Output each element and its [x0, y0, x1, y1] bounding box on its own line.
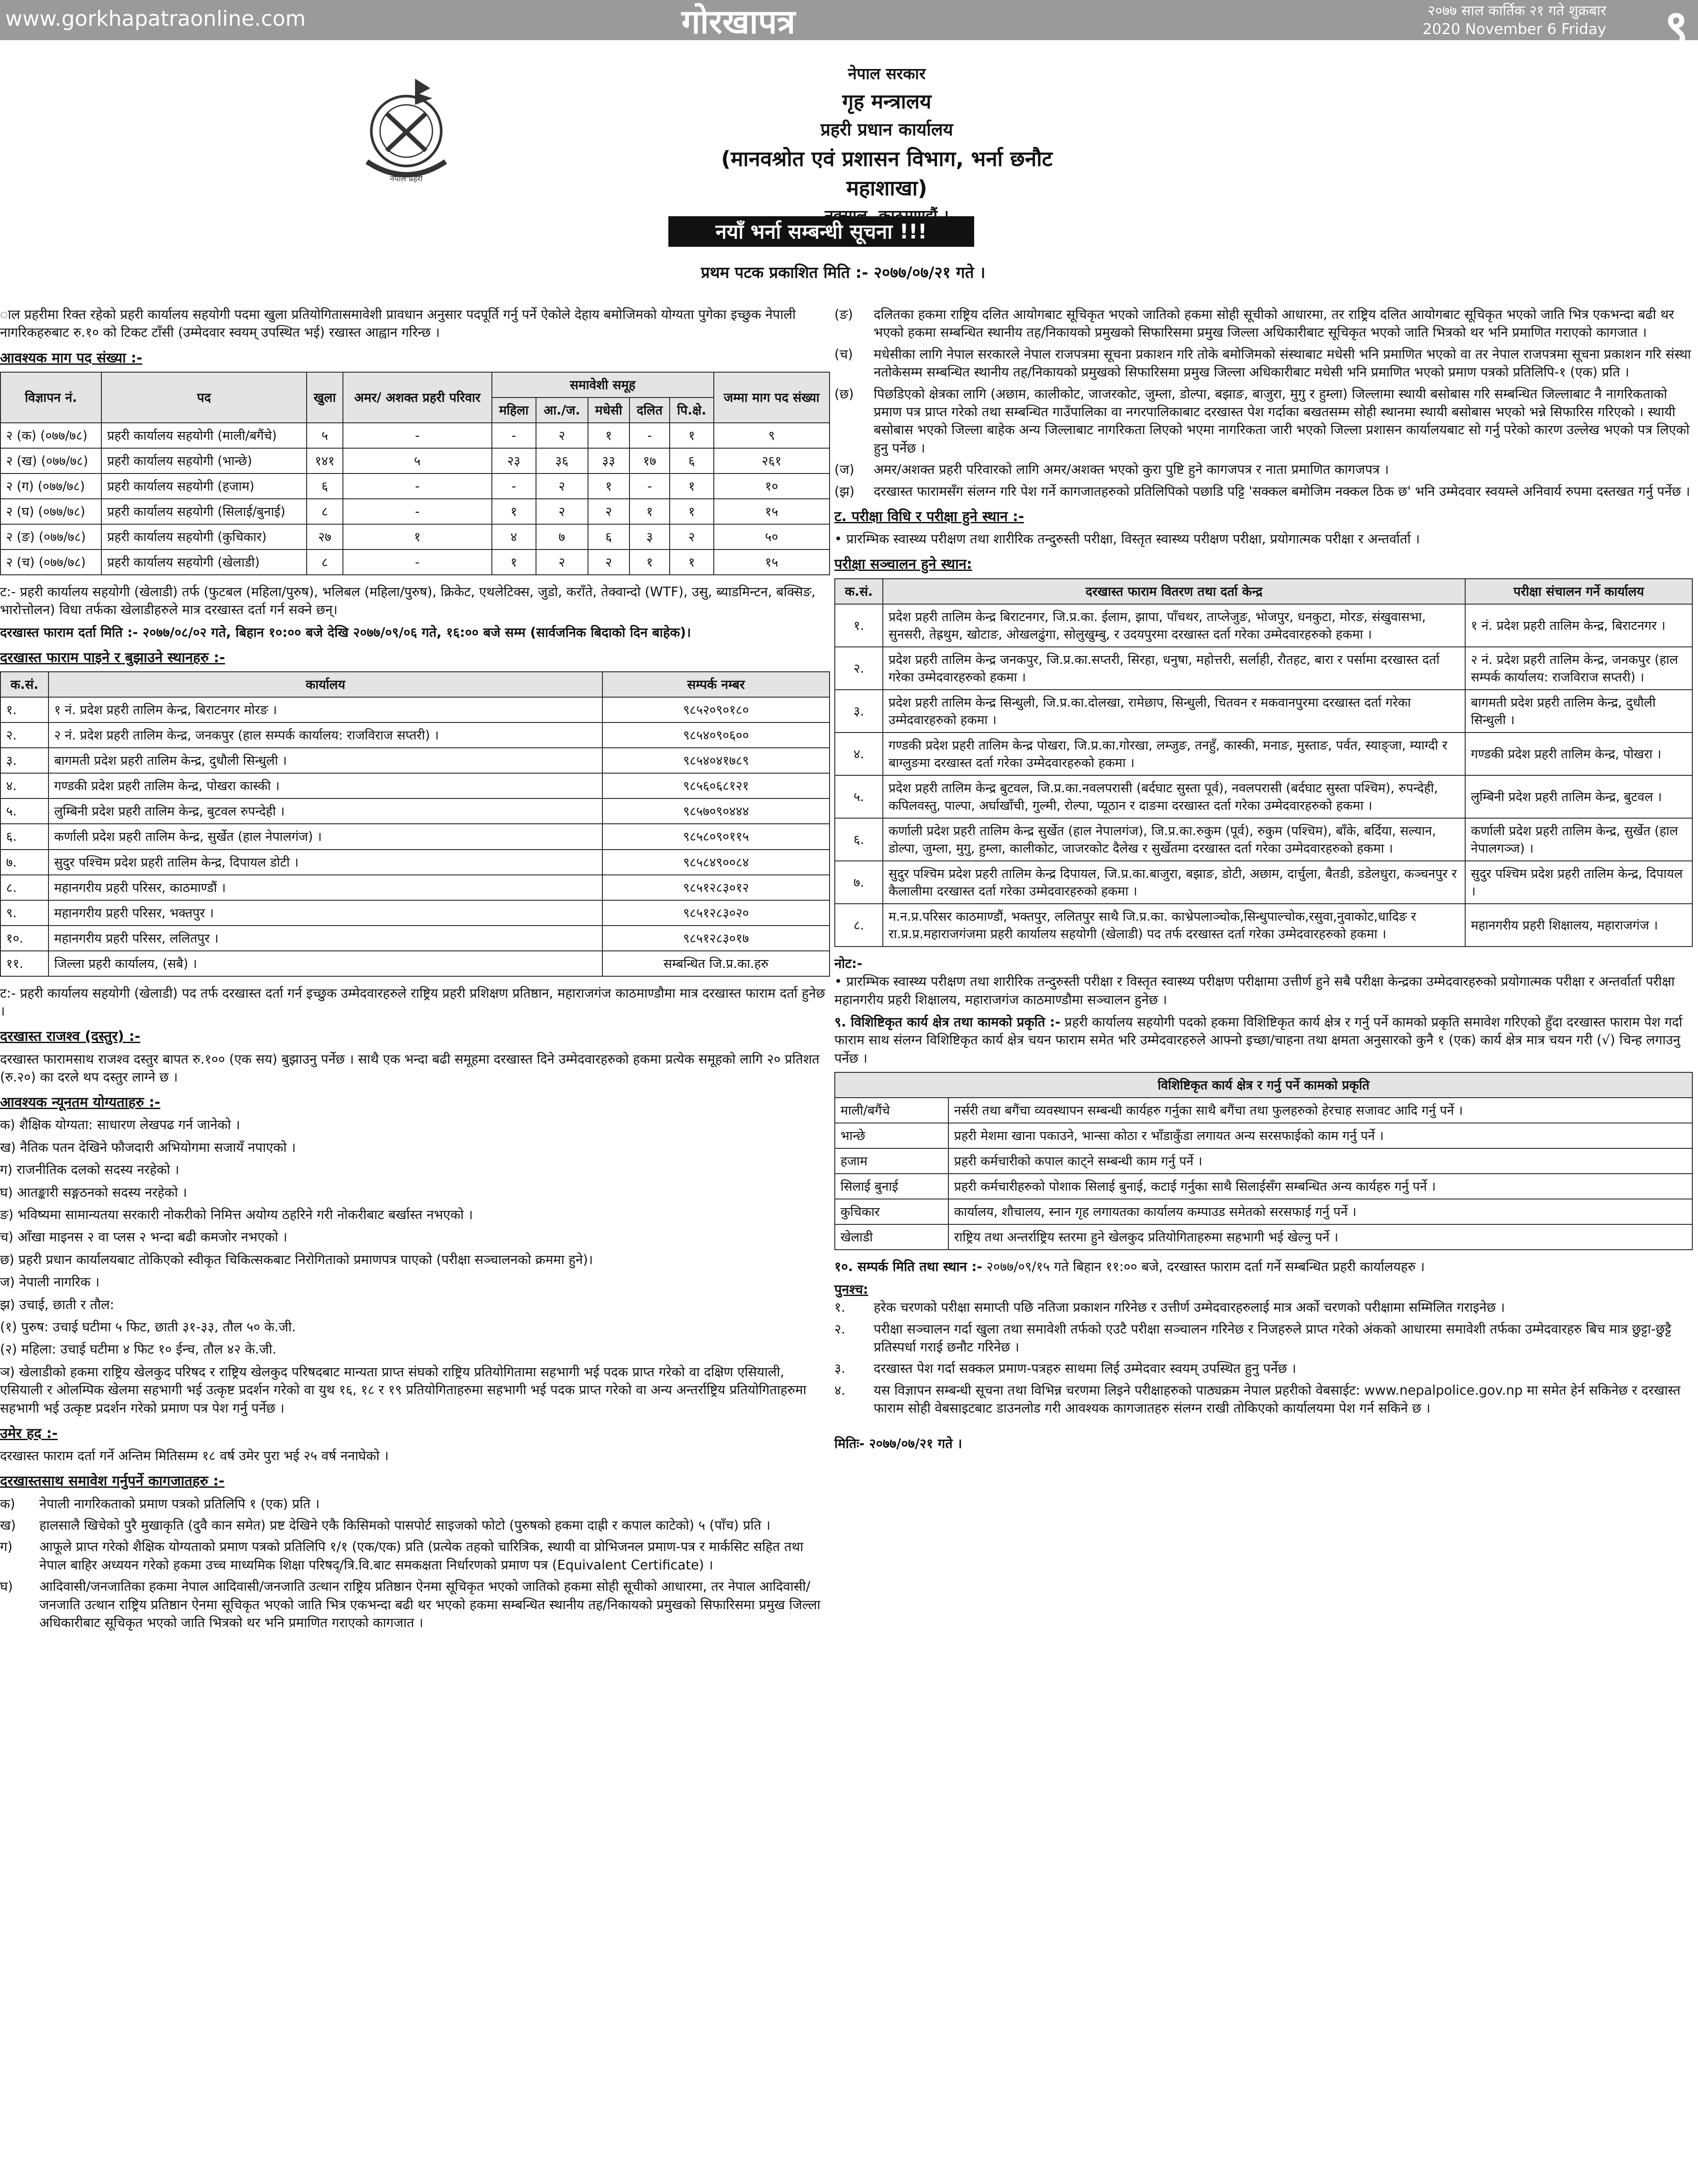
duty-description: नर्सरी तथा बगैंचा व्यवस्थापन सम्बन्धी कार्यहरु गर्नुका साथै बगैंचा तथा फुलहरुको हेरचाह सजावट आदि गर्नु पर्ने । — [948, 1098, 1692, 1123]
table-row — [835, 647, 1692, 690]
table-cell: लुम्बिनी प्रदेश प्रहरी तालिम केन्द्र, बुटवल रुपन्देही । — [48, 798, 602, 824]
table-cell: महानगरीय प्रहरी परिसर, भक्तपुर । — [48, 900, 602, 926]
section-heading-exam-method: ट. परीक्षा विधि र परीक्षा हुने स्थान :- — [834, 508, 1024, 525]
document-item — [0, 1578, 830, 1632]
office-name: प्रहरी प्रधान कार्यालय — [820, 120, 953, 140]
table-row — [0, 423, 830, 448]
table-cell: ५ — [307, 423, 343, 448]
table-cell: २ (च) (०७७/७८) — [0, 549, 101, 575]
newspaper-title: गोरखापत्र — [681, 2, 795, 41]
document-item — [0, 1538, 830, 1574]
col-backward-region: पि.क्षे. — [670, 397, 713, 423]
qualification-item: ग) राजनीतिक दलको सदस्य नरहेको । — [0, 1162, 180, 1178]
table-cell: प्रहरी कार्यालय सहयोगी (भान्छे) — [101, 448, 307, 473]
sports-note: ट:- प्रहरी कार्यालय सहयोगी (खेलाडी) तर्फ (फुटबल (महिला/पुरुष), भलिबल (महिला/पुरुष), क्रिकेट, एथलेटिक्स, जुडो, कराँते, तेक्वान्दो (WTF), उसु, ब्याडमिन्टन, बक्सिङ, भारोत्तोलन) विधा तर्फका खेलाडीहरुले मात्र दरखास्त दर्ता गर्न सक्ने छन्। — [0, 584, 816, 618]
table-cell: बागमती प्रदेश प्रहरी तालिम केन्द्र, दुधौली सिन्धुली । — [1465, 690, 1692, 733]
table-cell: म.न.प्र.परिसर काठमाण्डौं, भक्तपुर, ललितपुर साथै जि.प्र.का. काभ्रेपलाञ्चोक,सिन्धुपाल्चोक,रसुवा,नुवाकोट,धादिङ र रा.प्र.प्र.महाराजगंजमा प्रहरी कार्यालय सहयोगी (खेलाडी) पद तर्फ दरखास्त दर्ता गरेका उम्मेदवारहरुको हकमा । — [883, 904, 1465, 947]
ministry-name: गृह मन्त्रालय — [842, 89, 931, 113]
section-heading-contact: १०. सम्पर्क मिति तथा स्थान :- — [834, 1259, 982, 1275]
table-cell: १ — [588, 473, 630, 499]
table-row — [0, 900, 830, 926]
item-marker: (ज) — [834, 462, 854, 478]
table-cell: २ (ग) (०७७/७८) — [0, 473, 101, 499]
item-text: अमर/अशक्त प्रहरी परिवारको लागि अमर/अशक्त भएको कुरा पुष्टि हुने कागजपत्र र नाता प्रमाणित कागजपत्र । — [874, 462, 1389, 478]
table-cell: ४ — [492, 524, 536, 549]
table-cell: २ नं. प्रदेश प्रहरी तालिम केन्द्र, जनकपुर (हाल सम्पर्क कार्यालय: राजविराज सप्तरी) । — [48, 722, 602, 748]
document-item — [834, 1320, 1693, 1357]
item-text: मधेसीका लागि नेपाल सरकारले नेपाल राजपत्रमा सूचना प्रकाशन गरि तोके बमोजिमको संस्थाबाट मधेसी भनि प्रमाणित भएको वा तर नेपाल राजपत्रमा सूचना प्रकाशन गरि संस्था नतोकेसम्म सम्बन्धित स्थानीय तह/निकायको प्रमुखको सिफारिसमा प्रमुख जिल्ला अधिकारीबाट मधेसी भनि प्रमाणित भएको प्रमाण पत्रको प्रतिलिपि-१ (एक) प्रति । — [874, 346, 1691, 380]
table-cell: बागमती प्रदेश प्रहरी तालिम केन्द्र, दुधौली सिन्धुली । — [48, 748, 602, 773]
qualification-item: (१) पुरुष: उचाई घटीमा ५ फिट, छाती ३१-३३, तौल ५० के.जी. — [0, 1319, 296, 1335]
table-cell: प्रदेश प्रहरी तालिम केन्द्र बिराटनगर, जि.प्र.का. ईलाम, झापा, पाँचथर, ताप्लेजुङ, भोजपुर, धनकुटा, मोरङ, संखुवासभा, सुनसरी, तेह्रथुम, खोटाङ, ओखलढुंगा, सोलुखुम्बु, र उदयपुरमा दरखास्त दर्ता गरेका उम्मेदवारहरुको हकमा । — [883, 604, 1465, 647]
table-cell: २ (घ) (०७७/७८) — [0, 499, 101, 524]
contacts-table — [0, 671, 830, 976]
table-cell: १ — [629, 549, 670, 575]
item-text: आदिवासी/जनजातिका हकमा नेपाल आदिवासी/जनजाति उत्थान राष्ट्रिय प्रतिष्ठान ऐनमा सूचिकृत भएको जातिको हकमा सोही सूचीको आधारमा, तर नेपाल आदिवासी/जनजाति उत्थान राष्ट्रिय प्रतिष्ठान ऐनमा सूचिकृत भएको जाति भित्र एकभन्दा बढी थर भएको हकमा सम्बन्धित स्थानीय तह/निकायको प्रमुखको सिफारिसमा प्रमुख जिल्ला अधिकारीबाट सूचिकृत भएको जाति भित्रको थर भनि प्रमाणित गराएको कागजात । — [39, 1579, 821, 1631]
table-cell: ९. — [0, 900, 48, 926]
table-cell: २ — [536, 499, 588, 524]
table-cell: ९८५६०६८१२१ — [602, 773, 830, 798]
col-open: खुला — [307, 372, 343, 423]
item-marker: (छ) — [834, 386, 854, 402]
office-header — [699, 63, 1075, 229]
table-cell: जिल्ला प्रहरी कार्यालय, (सबै) । — [48, 951, 602, 976]
qualification-item: झ) उचाई, छाती र तौल: — [0, 1297, 114, 1313]
table-cell: ७ — [536, 524, 588, 549]
duties-table-header: विशिष्टिकृत कार्य क्षेत्र र गर्नु पर्ने कामको प्रकृति — [835, 1072, 1692, 1098]
table-cell: सुदुर पश्चिम प्रदेश प्रहरी तालिम केन्द्र, दिपायल । — [1465, 861, 1692, 904]
col-women: महिला — [492, 397, 536, 423]
table-cell: ३. — [0, 748, 48, 773]
page-number: ९ — [1664, 0, 1688, 53]
item-marker: २. — [834, 1321, 846, 1337]
table-cell: - — [492, 473, 536, 499]
table-row — [835, 1224, 1692, 1250]
issue-date: मितिः- २०७७/०७/२१ गते । — [834, 1436, 962, 1452]
table-cell: २७ — [307, 524, 343, 549]
col-advert-no: विज्ञापन नं. — [0, 372, 101, 423]
table-cell: कर्णाली प्रदेश प्रहरी तालिम केन्द्र, सुर्खेत (हाल नेपालगंज) । — [48, 824, 602, 849]
table-cell: १५ — [714, 499, 830, 524]
duty-name: खेलाडी — [835, 1224, 948, 1250]
qualification-item: (२) महिला: उचाई घटीमा ४ फिट १० ईन्च, तौल ४२ के.जी. — [0, 1342, 277, 1358]
table-cell: - — [629, 423, 670, 448]
table-cell: - — [343, 499, 492, 524]
table-cell: १. — [835, 604, 883, 647]
section-heading-offices: दरखास्त फाराम पाइने र बुझाउने स्थानहरु :- — [0, 649, 225, 666]
table-cell: ९८५८४९००८४ — [602, 850, 830, 875]
table-cell: प्रदेश प्रहरी तालिम केन्द्र जनकपुर, जि.प्र.का.सप्तरी, सिरहा, धनुषा, महोत्तरी, सर्लाही, रौतहट, बारा र पर्सामा दरखास्त दर्ता गरेका उम्मेदवारहरुको हकमा । — [883, 647, 1465, 690]
table-cell: ६. — [0, 824, 48, 849]
item-text: दलितका हकमा राष्ट्रिय दलित आयोगबाट सूचिकृत भएको जातिको हकमा सोही सूचीको आधारमा, तर राष्ट्रिय दलित आयोगबाट सूचिकृत भएको जाति भित्र एकभन्दा बढी थर भएको हकमा सम्बन्धित स्थानीय तह/निकायको प्रमुखको सिफारिसमा प्रमुख जिल्ला अधिकारीबाट सूचिकृत भएको जाति भित्रको थर भनि प्रमाणित गराएको कागजात । — [874, 307, 1674, 341]
table-row — [0, 850, 830, 875]
newspaper-masthead — [0, 0, 1698, 53]
section-heading-exam-venue: परीक्षा सञ्चालन हुने स्थान: — [834, 556, 972, 573]
table-cell: ५. — [835, 775, 883, 818]
qualification-item: क) शैक्षिक योग्यता: साधारण लेखपढ गर्न जानेको । — [0, 1117, 240, 1133]
item-text: दरखास्त पेश गर्दा सक्कल प्रमाण-पत्रहरु साथमा लिई उम्मेदवार स्वयम् उपस्थित हुनु पर्नेछ । — [874, 1361, 1297, 1377]
document-item — [834, 1360, 1693, 1378]
qualification-item: ङ) भविष्यमा सामान्यतया सरकारी नोकरीको निमित्त अयोग्य ठहरिने गरी नोकरीबाट बर्खास्त नभएको । — [0, 1207, 473, 1223]
table-row — [0, 499, 830, 524]
table-row — [835, 1123, 1692, 1148]
table-row — [0, 798, 830, 824]
table-row — [0, 926, 830, 951]
table-cell: ९८५२०९०१८० — [602, 697, 830, 722]
item-marker: (ङ) — [834, 307, 853, 322]
table-cell: प्रहरी कार्यालय सहयोगी (खेलाडी) — [101, 549, 307, 575]
table-cell: १ नं. प्रदेश प्रहरी तालिम केन्द्र, बिराटनगर । — [1465, 604, 1692, 647]
qualification-item: ख) नैतिक पतन देखिने फौजदारी अभियोगमा सजायँ नपाएको । — [0, 1140, 296, 1155]
document-item — [0, 1517, 830, 1534]
table-row — [835, 1148, 1692, 1174]
table-cell: ९८५४०४१७८९ — [602, 748, 830, 773]
table-row — [0, 773, 830, 798]
table-row — [0, 748, 830, 773]
document-item — [834, 385, 1693, 458]
table-cell: १ — [629, 499, 670, 524]
table-cell: गण्डकी प्रदेश प्रहरी तालिम केन्द्र, पोखरा । — [1465, 733, 1692, 775]
section-heading-duties: ९. विशिष्टिकृत कार्य क्षेत्र तथा कामको प्रकृति :- — [834, 1015, 1061, 1030]
footnotes-list — [834, 1299, 1693, 1417]
fee-paragraph: दरखास्त फारामसाथ राजश्व दस्तुर बापत रु.१०० (एक सय) बुझाउनु पर्नेछ । साथै एक भन्दा बढी समूहमा दरखास्त दिने उम्मेदवारहरुको हकमा प्रत्येक समूहको लागि २० प्रतिशत (रु.२०) का दरले थप दस्तुर लाग्ने छ । — [0, 1051, 820, 1085]
item-text: यस विज्ञापन सम्बन्धी सूचना तथा विभिन्न चरणमा लिइने परीक्षाहरुको पाठ्यक्रम नेपाल प्रहरीको वेबसाईट: www.nepalpolice.gov.np मा समेत हेर्न सकिनेछ र दरखास्त फाराम सोही वेबसाइटबाट डाउनलोड गरी आवश्यक कागजातहरु संलग्न राखी तोकिएको कार्यालयमा पेश गर्न सकिने छ । — [874, 1382, 1681, 1417]
table-row — [835, 861, 1692, 904]
duty-description: प्रहरी कर्मचारीको कपाल काट्ने सम्बन्धी काम गर्नु पर्ने । — [948, 1148, 1692, 1174]
table-cell: १ नं. प्रदेश प्रहरी तालिम केन्द्र, बिराटनगर मोरङ । — [48, 697, 602, 722]
table-cell: - — [343, 549, 492, 575]
col-madhesi: मधेसी — [588, 397, 630, 423]
table-cell: ८. — [0, 875, 48, 900]
item-text: आफूले प्राप्त गरेको शैक्षिक योग्यताको प्रमाण पत्रको प्रतिलिपि १/१ (एक/एक) प्रति (प्रत्येक तहको चारित्रिक, स्थायी वा प्रोभिजनल प्रमाण-पत्र र मार्कसिट सहित तथा नेपाल बाहिर अध्ययन गरेको हकमा उच्च माध्यमिक शिक्षा परिषद्/त्रि.वि.बाट समकक्षता निर्धारणको प्रमाण पत्र (Equivalent Certificate) । — [39, 1539, 804, 1573]
item-marker: (च) — [834, 346, 853, 362]
left-column — [0, 306, 830, 1635]
section-heading-age: उमेर हद :- — [0, 1424, 58, 1441]
footnote-label: पुनश्च: — [834, 1282, 868, 1297]
table-cell: २३ — [492, 448, 536, 473]
qualification-item: ञ) खेलाडीको हकमा राष्ट्रिय खेलकुद परिषद र राष्ट्रिय खेलकुद परिषदबाट मान्यता प्राप्त संघको राष्ट्रिय प्रतियोगितामा सहभागी भई पदक प्राप्त गरेको वा दक्षिण एसियाली, एसियाली र ओलम्पिक खेलमा सहभागी भई उत्कृष्ट प्रदर्शन गरेको वा युथ १६, १८ र १९ प्रतियोगिताहरुमा सहभागी भई पदक प्राप्त गरेको वा अन्य अन्तर्राष्ट्रिय प्रतियोगिताहरुमा सहभागी भई उत्कृष्ट प्रदर्शन गरेको प्रमाण पत्र पेश गर्नु पर्नेछ । — [0, 1364, 806, 1416]
table-cell: गण्डकी प्रदेश प्रहरी तालिम केन्द्र, पोखरा कास्की । — [48, 773, 602, 798]
table-cell: ८. — [835, 904, 883, 947]
table-cell: ३३ — [588, 448, 630, 473]
table-row — [835, 775, 1692, 818]
table-cell: महानगरीय प्रहरी परिसर, ललितपुर । — [48, 926, 602, 951]
table-row — [835, 733, 1692, 775]
table-cell: - — [492, 423, 536, 448]
table-row — [0, 722, 830, 748]
table-cell: ५. — [0, 798, 48, 824]
qualification-item: घ) आतङ्कारी सङ्गठनको सदस्य नरहेको । — [0, 1185, 187, 1200]
document-item — [834, 461, 1693, 479]
duty-name: सिलाई बुनाई — [835, 1174, 948, 1199]
table-cell: ९८५१२८३०१७ — [602, 926, 830, 951]
section-heading-posts: आवश्यक माग पद संख्या :- — [0, 349, 142, 366]
table-cell: सुदुर पश्चिम प्रदेश प्रहरी तालिम केन्द्र, दिपायल डोटी । — [48, 850, 602, 875]
nepal-police-emblem-icon — [349, 74, 463, 192]
table-cell: ६ — [588, 524, 630, 549]
table-cell: ७. — [835, 861, 883, 904]
table-cell: ६ — [670, 448, 713, 473]
table-cell: ५० — [714, 524, 830, 549]
documents-list — [0, 1495, 830, 1632]
table-cell: १. — [0, 697, 48, 722]
posts-table — [0, 372, 830, 575]
table-cell: ९८५८०९०११५ — [602, 824, 830, 849]
duty-name: भान्छे — [835, 1123, 948, 1148]
notice-title: नयाँ भर्ना सम्बन्धी सूचना !!! — [668, 216, 974, 247]
table-row — [835, 904, 1692, 947]
item-text: पिछडिएको क्षेत्रका लागि (अछाम, कालीकोट, जाजरकोट, जुम्ला, डोल्पा, बझाङ, बाजुरा, मुगु र हुम्ला) जिल्लामा स्थायी बसोबास गरि सम्बन्धित जिल्लाबाट नै नागरिकताको प्रमाण पत्र प्राप्त गरेको तथा सम्बन्धित गाउँपालिका वा नगरपालिकाबाट दरखास्त पेश गर्दाका बखतसम्म सोही स्थानमा स्थायी बसोबास भएको भन्ने सिफारिस गरिएको । स्थायी बसोबास भएको जिल्ला बाहेक अन्य जिल्लाबाट नागरिकता लिएको भएमा नागरिकता जारी भएको जिल्ला प्रशासन कार्यालयबाट सो गर्नु परेको कारण उल्लेख भएको पत्र लिएको हुनु पर्नेछ । — [874, 386, 1690, 456]
item-text: परीक्षा सञ्चालन गर्दा खुला तथा समावेशी तर्फको एउटै परीक्षा सञ्चालन गरिनेछ र निजहरुले प्राप्त गरेको अंकको आधारमा समावेशी तर्फका उम्मेदवारहरु बिच मात्र छुट्टा-छुट्टै प्रतिस्पर्धा गराई छनौट गरिनेछ । — [874, 1321, 1671, 1355]
table-cell: - — [629, 473, 670, 499]
item-marker: ख) — [0, 1518, 16, 1534]
table-row — [0, 824, 830, 849]
table-row — [835, 690, 1692, 733]
section-heading-documents: दरखास्तसाथ समावेश गर्नुपर्ने कागजातहरु :- — [0, 1472, 225, 1489]
table-cell: ८ — [307, 499, 343, 524]
document-item — [834, 1299, 1693, 1317]
table-cell: प्रदेश प्रहरी तालिम केन्द्र बुटवल, जि.प्र.का.नवलपरासी (बर्दघाट सुस्ता पूर्व), नवलपरासी (बर्दघाट सुस्ता पश्चिम), रुपन्देही, कपिलवस्तु, पाल्पा, अर्घाखाँची, गुल्मी, रोल्पा, प्यूठान र दाङमा दरखास्त दर्ता गरेका उम्मेदवारहरुको हकमा । — [883, 775, 1465, 818]
table-cell: ९८५४०९०६०० — [602, 722, 830, 748]
govt-name: नेपाल सरकार — [848, 65, 926, 83]
table-cell: १ — [670, 549, 713, 575]
date-english: 2020 November 6 Friday — [1422, 21, 1606, 38]
col-total: जम्मा माग पद संख्या — [714, 372, 830, 423]
table-cell: कर्णाली प्रदेश प्रहरी तालिम केन्द्र, सुर्खेत (हाल नेपालगञ्ज) । — [1465, 818, 1692, 861]
table-cell: ६. — [835, 818, 883, 861]
table-cell: - — [343, 473, 492, 499]
table-cell: २ — [536, 473, 588, 499]
age-paragraph: दरखास्त फाराम दर्ता गर्ने अन्तिम मितिसम्म १८ वर्ष उमेर पुरा भई २५ वर्ष ननाघेको । — [0, 1448, 389, 1464]
duty-name: कुचिकार — [835, 1199, 948, 1224]
publish-date: प्रथम पटक प्रकाशित मिति :- २०७७/०७/२१ गते । — [701, 264, 986, 282]
table-cell: ९८५७०९०४४४ — [602, 798, 830, 824]
table-cell: सम्बन्धित जि.प्र.का.हरु — [602, 951, 830, 976]
table-row — [835, 1098, 1692, 1123]
table-cell: २ (क) (०७७/७८) — [0, 423, 101, 448]
contact-date-place: २०७७/०९/१५ गते बिहान ११:०० बजे, दरखास्त फाराम दर्ता गर्ने सम्बन्धित प्रहरी कार्यालयहरु । — [986, 1259, 1425, 1275]
col-martyr-family: अमर/ अशक्त प्रहरी परिवार — [343, 372, 492, 423]
table-cell: ७. — [0, 850, 48, 875]
table-row — [835, 1174, 1692, 1199]
col-dalit: दलित — [629, 397, 670, 423]
item-text: दरखास्त फारामसँग संलग्न गरि पेश गर्ने कागजातहरुको प्रतिलिपिको पछाडि पट्टि 'सक्कल बमोजिम नक्कल ठिक छ' भनि उम्मेदवार स्वयम्ले अनिवार्य रुपमा दस्तखत गर्नु पर्नेछ । — [874, 484, 1690, 499]
table-row — [0, 875, 830, 900]
table-cell: ६ — [307, 473, 343, 499]
table-row — [0, 524, 830, 549]
table-cell: २ — [536, 423, 588, 448]
table-cell: गण्डकी प्रदेश प्रहरी तालिम केन्द्र पोखरा, जि.प्र.का.गोरखा, लम्जुङ, तनहुँ, कास्की, मनाङ, मुस्ताङ, पर्वत, स्याङ्जा, म्याग्दी र बाग्लुङमा दरखास्त दर्ता गरेका उम्मेदवारहरुको हकमा । — [883, 733, 1465, 775]
table-cell: २ — [536, 549, 588, 575]
duty-description: प्रहरी कर्मचारीहरुको पोशाक सिलाई बुनाई, कटाई गर्नुका साथै सिलाईसँग सम्बन्धित अन्य कार्यहरु गर्नु पर्ने । — [948, 1174, 1692, 1199]
table-cell: महानगरीय प्रहरी शिक्षालय, महाराजगंज । — [1465, 904, 1692, 947]
table-row — [835, 1199, 1692, 1224]
section-heading-fee: दरखास्त राजश्व (दस्तुर) :- — [0, 1028, 141, 1045]
qualification-item: ज) नेपाली नागरिक । — [0, 1275, 100, 1290]
table-cell: १० — [714, 473, 830, 499]
table-cell: ३ — [629, 524, 670, 549]
item-marker: ग) — [0, 1539, 13, 1555]
table-cell: कर्णाली प्रदेश प्रहरी तालिम केन्द्र सुर्खेत (हाल नेपालगंज), जि.प्र.का.रुकुम (पूर्व), रुकुम (पश्चिम), बाँके, बर्दिया, सल्यान, डोल्पा, जुम्ला, मुगु, हुम्ला, कालीकोट, जाजरकोट दैलेख र सुर्खेतमा दरखास्त दर्ता गरेका उम्मेदवारहरुको हकमा । — [883, 818, 1465, 861]
table-cell: सुदुर पश्चिम प्रदेश प्रहरी तालिम केन्द्र दिपायल, जि.प्र.का.बाजुरा, बझाङ, डोटी, अछाम, दार्चुला, बैतडी, डडेलधुरा, कञ्चनपुर र कैलालीमा दरखास्त दर्ता गरेका उम्मेदवारहरुको हकमा । — [883, 861, 1465, 904]
table-cell: प्रहरी कार्यालय सहयोगी (सिलाई/बुनाई) — [101, 499, 307, 524]
department-name: (मानवश्रोत एवं प्रशासन विभाग, भर्ना छनौट महाशाखा) — [721, 147, 1053, 200]
table-cell: १०. — [0, 926, 48, 951]
section-heading-qualifications: आवश्यक न्यूनतम योग्यताहरु :- — [0, 1094, 160, 1111]
item-text: नेपाली नागरिकताको प्रमाण पत्रको प्रतिलिपि १ (एक) प्रति । — [39, 1496, 320, 1512]
table-cell: २ (ङ) (०७७/७८) — [0, 524, 101, 549]
table-cell: प्रदेश प्रहरी तालिम केन्द्र सिन्धुली, जि.प्र.का.दोलखा, रामेछाप, सिन्धुली, चितवन र मकवानपुरमा दरखास्त दर्ता गरेका उम्मेदवारहरुको हकमा । — [883, 690, 1465, 733]
table-cell: ११. — [0, 951, 48, 976]
table-row — [0, 697, 830, 722]
table-cell: २६१ — [714, 448, 830, 473]
duty-description: राष्ट्रिय तथा अन्तर्राष्ट्रिय स्तरमा हुने खेलकुद प्रतियोगिताहरुमा सहभागी भई खेल्नु पर्ने । — [948, 1224, 1692, 1250]
svg-text:नेपाल प्रहरी: नेपाल प्रहरी — [390, 174, 423, 183]
table-cell: २ — [588, 499, 630, 524]
col-sn: क.सं. — [0, 672, 48, 697]
table-row — [0, 951, 830, 976]
registration-date: दरखास्त फाराम दर्ता मिति :- २०७७/०८/०२ गते, बिहान १०:०० बजे देखि २०७७/०९/०६ गते, १६:०० बजे सम्म (सार्वजनिक बिदाको दिन बाहेक)। — [0, 625, 691, 640]
document-item — [834, 306, 1693, 342]
document-item — [0, 1495, 830, 1513]
col-registration-centre: दरखास्त फाराम वितरण तथा दर्ता केन्द्र — [883, 579, 1465, 604]
table-cell: १ — [670, 423, 713, 448]
table-row — [835, 818, 1692, 861]
duties-table — [834, 1072, 1693, 1250]
table-cell: लुम्बिनी प्रदेश प्रहरी तालिम केन्द्र, बुटवल । — [1465, 775, 1692, 818]
col-post: पद — [101, 372, 307, 423]
table-cell: ९८५१२८३०१२ — [602, 875, 830, 900]
table-cell: १ — [670, 473, 713, 499]
intro-paragraph: ाल प्रहरीमा रिक्त रहेको प्रहरी कार्यालय सहयोगी पदमा खुला प्रतियोगितासमावेशी प्रावधान अनुसार पदपूर्ति गर्नु पर्ने ऐकोले देहाय बमोजिमको योग्यता पुगेका इच्छुक नेपाली नागरिकहरुबाट रु.१० को टिकट टाँसी (उम्मेदवार स्वयम् उपस्थित भई) रखास्त आह्वान गरिन्छ । — [0, 307, 796, 341]
table-cell: १ — [588, 423, 630, 448]
item-marker: १. — [834, 1300, 846, 1316]
note-label: नोट:- — [834, 956, 862, 971]
col-exam-office: परीक्षा संचालन गर्ने कार्यालय — [1465, 579, 1692, 604]
duty-name: माली/बगैंचे — [835, 1098, 948, 1123]
table-cell: ९ — [714, 423, 830, 448]
table-cell: ९८५१२८३०२० — [602, 900, 830, 926]
document-item — [834, 483, 1693, 501]
table-cell: १७ — [629, 448, 670, 473]
table-cell: २ — [670, 524, 713, 549]
qualification-item: च) आँखा माइनस २ वा प्लस २ भन्दा बढी कमजोर नभएको । — [0, 1230, 287, 1245]
duties-intro: प्रहरी कार्यालय सहयोगी पदको हकमा विशिष्टिकृत कार्य क्षेत्र र गर्नु पर्ने कामको प्रकृति समावेश गरिएको हुँदा दरखास्त फाराम पेश गर्दा फाराम साथ संलग्न विशिष्टिकृत कार्य क्षेत्र चयन फाराम समेत भरि उम्मेदवारहरुले आफ्नो इच्छा/चाहना तथा क्षमता अनुसारको कुनै १ (एक) कार्य क्षेत्र मात्र चयन गरी (√) चिन्ह लगाउनु पर्नेछ । — [834, 1015, 1683, 1066]
table-cell: प्रहरी कार्यालय सहयोगी (हजाम) — [101, 473, 307, 499]
item-text: हरेक चरणको परीक्षा समाप्ती पछि नतिजा प्रकाशन गरिनेछ र उत्तीर्ण उम्मेदवारहरुलाई मात्र अर्को चरणको परीक्षामा सम्मिलित गराइनेछ । — [874, 1300, 1505, 1316]
table-cell: १४१ — [307, 448, 343, 473]
right-column — [834, 306, 1693, 1458]
col-indigenous: आ./ज. — [536, 397, 588, 423]
qualifications-list — [0, 1116, 830, 1417]
table-cell: २ — [588, 549, 630, 575]
item-text: हालसालै खिचेको पुरै मुखाकृति (दुवै कान समेत) प्रष्ट देखिने एकै किसिमको पासपोर्ट साइजको फोटो (पुरुषको हकमा दाह्री र कपाल काटेको) ५ (पाँच) प्रति । — [39, 1518, 771, 1534]
table-row — [0, 549, 830, 575]
table-cell: २ नं. प्रदेश प्रहरी तालिम केन्द्र, जनकपुर (हाल सम्पर्क कार्यालय: राजविराज सप्तरी) । — [1465, 647, 1692, 690]
item-marker: ३. — [834, 1361, 846, 1377]
duty-description: कार्यालय, शौचालय, स्नान गृह लगायतका कार्यालय कम्पाउड समेतको सरसफाई गर्नु पर्ने । — [948, 1199, 1692, 1224]
sports-note-2: ट:- प्रहरी कार्यालय सहयोगी (खेलाडी) पद तर्फ दरखास्त दर्ता गर्न इच्छुक उम्मेदवारहरुले राष्ट्रिय प्रहरी प्रशिक्षण प्रतिष्ठान, महाराजगंज काठमाण्डौमा मात्र दरखास्त फाराम दर्ता हुनेछ । — [0, 985, 825, 1019]
document-item — [834, 346, 1693, 382]
table-cell: १ — [492, 549, 536, 575]
table-cell: ४. — [835, 733, 883, 775]
col-sn: क.सं. — [835, 579, 883, 604]
date-nepali: २०७७ साल कार्तिक २१ गते शुक्रबार — [1428, 2, 1606, 19]
table-cell: २ (ख) (०७७/७८) — [0, 448, 101, 473]
table-cell: ३६ — [536, 448, 588, 473]
table-cell: १ — [492, 499, 536, 524]
table-row — [835, 604, 1692, 647]
table-cell: २. — [0, 722, 48, 748]
table-cell: - — [343, 423, 492, 448]
site-url: www.gorkhapatraonline.com — [5, 7, 306, 31]
item-marker: क) — [0, 1496, 15, 1512]
table-cell: १ — [343, 524, 492, 549]
table-row — [0, 448, 830, 473]
item-marker: घ) — [0, 1579, 13, 1595]
documents-list-continued — [834, 306, 1693, 501]
duty-description: प्रहरी मेशमा खाना पकाउने, भान्सा कोठा र भाँडाकुँडा लगायत अन्य सरसफाईको काम गर्नु पर्ने । — [948, 1123, 1692, 1148]
col-office: कार्यालय — [48, 672, 602, 697]
table-cell: ८ — [307, 549, 343, 575]
table-cell: १ — [670, 499, 713, 524]
table-cell: २. — [835, 647, 883, 690]
duty-name: हजाम — [835, 1148, 948, 1174]
table-row — [0, 473, 830, 499]
col-inclusive-group: समावेशी समूह — [492, 372, 714, 397]
table-cell: १५ — [714, 549, 830, 575]
table-cell: प्रहरी कार्यालय सहयोगी (माली/बगैंचे) — [101, 423, 307, 448]
document-item — [834, 1382, 1693, 1418]
col-contact: सम्पर्क नम्बर — [602, 672, 830, 697]
note-text: • प्रारम्भिक स्वास्थ्य परीक्षण तथा शारीरिक तन्दुरुस्ती परीक्षा र विस्तृत स्वास्थ्य परीक्षण परीक्षामा उत्तीर्ण हुने सबै परीक्षा केन्द्रका उम्मेदवारहरुको प्रयोगात्मक परीक्षा र अन्तर्वार्ता परीक्षा महानगरीय प्रहरी शिक्षालय, महाराजगंज काठमाण्डौमा सञ्चालन हुनेछ । — [834, 973, 1693, 1009]
table-cell: ४. — [0, 773, 48, 798]
table-cell: ५ — [343, 448, 492, 473]
exam-method: • प्रारम्भिक स्वास्थ्य परीक्षण तथा शारीरिक तन्दुरुस्ती परीक्षा, विस्तृत स्वास्थ्य परीक्षण परीक्षा, प्रयोगात्मक परीक्षा र अन्तर्वार्ता । — [834, 530, 1693, 548]
table-cell: ३. — [835, 690, 883, 733]
qualification-item: छ) प्रहरी प्रधान कार्यालयबाट तोकिएको स्वीकृत चिकित्सकबाट निरोगिताको प्रमाणपत्र पाएको (परीक्षा सञ्चालनको क्रममा हुने)। — [0, 1252, 593, 1268]
table-cell: महानगरीय प्रहरी परिसर, काठमाण्डौं । — [48, 875, 602, 900]
item-marker: (झ) — [834, 484, 855, 499]
exam-centres-table — [834, 578, 1693, 947]
item-marker: ४. — [834, 1382, 846, 1398]
table-cell: प्रहरी कार्यालय सहयोगी (कुचिकार) — [101, 524, 307, 549]
